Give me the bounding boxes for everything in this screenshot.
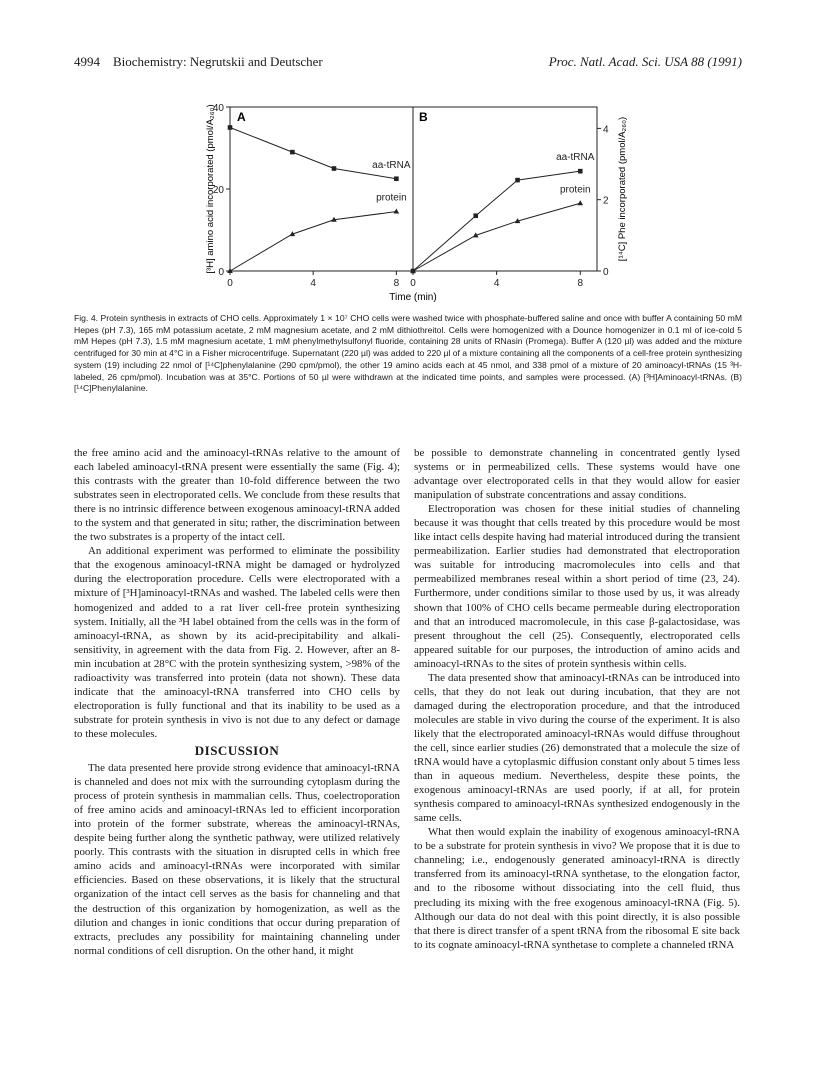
- series-label-protein: protein: [559, 184, 591, 196]
- paragraph: The data presented show that aminoacyl-tRNAs can be introduced into cells, that they do not leak out during incubation, that they are not damaged during the electroporation procedure, and that the introduced molecules are stable in vivo during the course of the experiment. It is also likely that the electroporated aminoacyl-tRNAs would diffuse throughout the cell, since earlier studies (26) demonstrated that a molecule the size of tRNA would have a cytoplasmic diffusion constant only about 5 times less than in aqueous medium. Nevertheless, despite these points, the exogenous aminoacyl-tRNAs are used poorly, if at all, for protein synthesis compared to aminoacyl-tRNAs synthesized endogenously in the same cells.: [414, 671, 740, 825]
- panel-a-label: A: [237, 110, 246, 124]
- paragraph: What then would explain the inability of exogenous aminoacyl-tRNA to be a substrate for protein synthesis in vivo? We propose that it is due to channeling; i.e., endogenously generated aminoacyl-tRNA is directly transferred from its aminoacyl-tRNA synthetase, to the elongation factor, and to the ribosome without dissociating into the cell fluid, thus precluding its mixing with the free exogenous aminoacyl-tRNA (Fig. 5). Although our data do not deal with this point directly, it is also possible that there is direct transfer of a spent tRNA from the ribosomal E site back to its cognate aminoacyl-tRNA synthetase to complete a channeled tRNA: [414, 826, 740, 951]
- data-point-aa-tRNA: [332, 166, 337, 171]
- panel-b: [410, 107, 609, 289]
- series-line-aa-tRNA: [413, 171, 580, 271]
- right-column: [414, 446, 740, 952]
- y-tick-label: 40: [212, 103, 224, 114]
- data-point-protein: [394, 209, 400, 214]
- data-point-aa-tRNA: [515, 178, 520, 183]
- data-point-aa-tRNA: [578, 169, 583, 174]
- series-label-protein: protein: [376, 192, 407, 204]
- data-point-aa-tRNA: [473, 213, 478, 218]
- left-column: [74, 446, 400, 958]
- data-point-aa-tRNA: [290, 150, 295, 155]
- x-tick-label: 0: [227, 278, 233, 289]
- paragraph: An additional experiment was performed to eliminate the possibility that the exogenous aminoacyl-tRNA might be damaged or hydrolyzed during the electroporation procedure. Cells were electroporated with a mixture of [³H]aminoacyl-tRNAs and washed. The labeled cells were then homogenized and added to a rat liver cell-free protein synthesizing system. Initially, all the ³H label obtained from the cells was in the form of aminoacyl-tRNA, as shown by its acid-precipitability and alkali-sensitivity, in agreement with the data from Fig. 2. However, after an 8-min incubation at 28°C with the protein synthesizing system, >98% of the radioactivity was transferred into protein (data not shown). These data indicate that the aminoacyl-tRNA transferred into CHO cells by electroporation is fully functional and that its inability to be used as a substrate for protein synthesis in vivo is not due to any defect or damage to these molecules.: [74, 545, 400, 740]
- y-tick-label: 2: [603, 195, 609, 207]
- panel-a-frame: [230, 107, 413, 271]
- figure-4-chart: [0, 0, 816, 310]
- x-tick-label: 8: [393, 278, 400, 289]
- x-axis-label: Time (min): [389, 292, 437, 303]
- y-tick-label: 20: [212, 185, 224, 196]
- y-tick-label: 0: [218, 267, 224, 278]
- y-axis-label-right: [¹⁴C] Phe incorporated (pmol/A₂₆₀): [617, 116, 628, 262]
- data-point-aa-tRNA: [394, 176, 399, 181]
- running-header-left: 4994 Biochemistry: Negrutskii and Deutscher: [74, 54, 323, 69]
- running-header-right: Proc. Natl. Acad. Sci. USA 88 (1991): [548, 54, 742, 69]
- paragraph: the free amino acid and the aminoacyl-tRNAs relative to the amount of each labeled aminoacyl-tRNA present were essentially the same (Fig. 4); this contrasts with the greater than 10-fold difference between the two substrates seen in electroporated cells. We conclude from these results that there is no intrinsic difference between exogenous aminoacyl-tRNA added to the system and that generated in situ; rather, the discrimination between the two substrates is a property of the intact cell.: [74, 447, 400, 544]
- series-line-aa-tRNA: [230, 128, 396, 179]
- series-label-aa-tRNA: aa-tRNA: [556, 152, 595, 164]
- x-tick-label: 0: [410, 278, 416, 289]
- series-label-aa-tRNA: aa-tRNA: [372, 159, 411, 171]
- paragraph: be possible to demonstrate channeling in concentrated gently lysed systems or in permeabilized cells. These systems would have one advantage over electroporated cells in that they would allow for easier manipulation of substrate concentrations and assay conditions.: [414, 447, 740, 502]
- paragraph: Electroporation was chosen for these initial studies of channeling because it was thought that cells treated by this procedure would be most like intact cells despite having had material introduced during the transient permeabilization. Earlier studies had demonstrated that electroporation was suitable for introducing macromolecules into cells and that permeabilized membranes reseal within a short period of time (23, 24). Furthermore, under conditions similar to those used by us, it was already shown that 100% of CHO cells became permeable during electroporation and that an introduced macromolecule, in this case β-galactosidase, was present throughout the cell (25). Consequently, electroporated cells appeared suitable for our purposes, the introduction of amino acids and aminoacyl-tRNAs to the sites of protein synthesis within cells.: [414, 503, 740, 670]
- x-tick-label: 8: [577, 278, 584, 289]
- panel-b-label: B: [419, 110, 428, 124]
- figure-caption: Fig. 4. Protein synthesis in extracts of CHO cells. Approximately 1 × 10⁷ CHO cells were washed twice with phosphate-buffered saline and once with buffer A containing 50 mM Hepes (pH 7.3), 165 mM potassium acetate, 2 mM magnesium acetate, and 2 mM dithiothreitol. Cells were homogenized with a Dounce homogenizer in 0.1 ml of ice-cold 5 mM Hepes (pH 7.3), 1.5 mM magnesium acetate, 1 mM phenylmethylsulfonyl fluoride, containing 28 units of RNasin (Promega). Buffer A (120 µl) was added and the mixture centrifuged for 30 min at 4°C in a Fisher microcentrifuge. Supernatant (220 µl) was added to 220 µl of a mixture containing all the components of a cell-free protein synthesizing system (19) including 22 nmol of [¹⁴C]phenylalanine (290 cpm/pmol), the other 19 amino acids each at 45 nmol, and 338 pmol of a mixture of 20 aminoacyl-tRNAs (15 ³H-labeled, 26 cpm/pmol). Incubation was at 35°C. Portions of 50 µl were withdrawn at the indicated time points, and samples were processed. (A) [³H]Aminoacyl-tRNAs. (B) [¹⁴C]Phenylalanine.: [74, 313, 742, 394]
- series-line-protein: [230, 212, 396, 271]
- section-heading: DISCUSSION: [194, 742, 280, 758]
- series-line-protein: [413, 203, 580, 271]
- data-point-protein: [577, 200, 583, 205]
- panel-a: [213, 103, 413, 289]
- data-point-aa-tRNA: [228, 125, 233, 130]
- x-tick-label: 4: [310, 278, 316, 289]
- x-tick-label: 4: [493, 278, 500, 289]
- paragraph: The data presented here provide strong evidence that aminoacyl-tRNA is channeled and does not mix with the surrounding cytoplasm during the process of protein synthesis in mammalian cells. Thus, coelectroporation of free amino acids and aminoacyl-tRNAs led to efficient incorporation into protein of the former substrate, whereas the aminoacyl-tRNAs, despite being further along the synthetic pathway, were utilized relatively poorly. This contrasts with the situation in disrupted cells in which free amino acids and aminoacyl-tRNAs were incorporated with similar efficiencies. Based on these observations, it is likely that the structural organization of the intact cell serves as the basis for channeling and that the destruction of this organization by homogenization, as well as the dilution and changes in ionic conditions that occur during preparation of extracts, precludes any possibility for maintaining channeling under normal conditions of cell disruption. On the other hand, it might: [74, 762, 400, 957]
- y-tick-label: 0: [603, 267, 609, 278]
- y-axis-label-left: [³H] amino acid incorporated (pmol/A₂₆₀): [205, 104, 216, 274]
- y-tick-label: 4: [603, 124, 609, 136]
